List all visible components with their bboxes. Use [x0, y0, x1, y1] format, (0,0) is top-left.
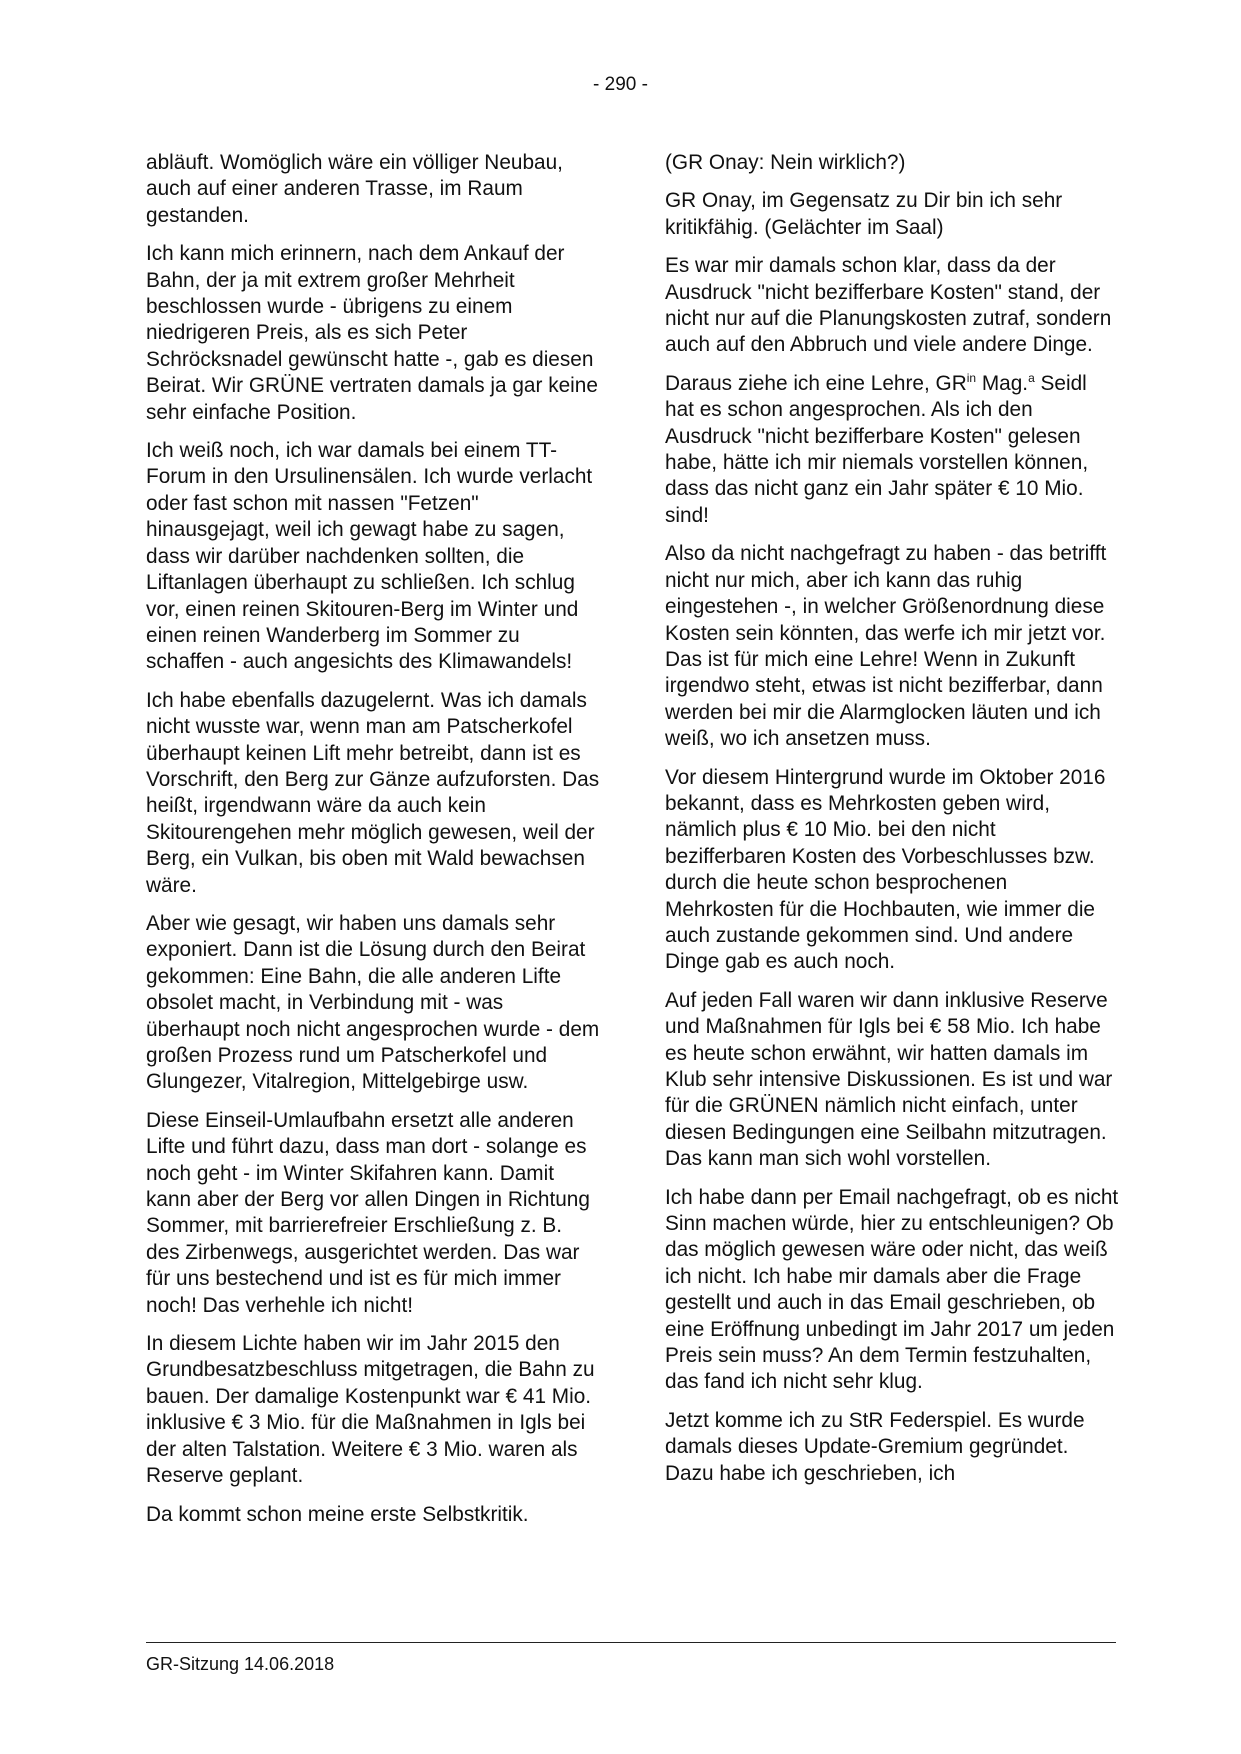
footer-text: GR-Sitzung 14.06.2018: [146, 1654, 335, 1674]
text-run: Daraus ziehe ich eine Lehre, GR: [665, 371, 967, 395]
paragraph: GR Onay, im Gegensatz zu Dir bin ich sehr kritikfähig. (Gelächter im Saal): [665, 189, 1063, 239]
footer-divider: [146, 1642, 1116, 1643]
paragraph: Diese Einseil-Umlaufbahn ersetzt alle anderen Lifte und führt dazu, dass man dort - solange es noch geht - im Winter Skifahren kann. Damit kann aber der Berg vor allen Dingen in Richtung Sommer, mit barrierefreier Erschließung z. B. des Zirbenwegs, ausgerichtet werden. Das war für uns bestechend und ist es für mich immer noch! Das verhehle ich nicht!: [146, 1108, 590, 1317]
paragraph: [665, 371, 1120, 529]
superscript: in: [966, 370, 977, 385]
paragraph: Also da nicht nachgefragt zu haben - das betrifft nicht nur mich, aber ich kann das ruhig eingestehen -, in welcher Größenordnung diese Kosten sein könnten, das werfe ich mir jetzt vor. Das ist für mich eine Lehre! Wenn in Zukunft irgendwo steht, etwas ist nicht bezifferbar, dann werden bei mir die Alarmglocken läuten und ich weiß, wo ich ansetzen muss.: [665, 542, 1107, 751]
superscript: a: [1028, 370, 1035, 385]
paragraph: Auf jeden Fall waren wir dann inklusive Reserve und Maßnahmen für Igls bei € 58 Mio. Ich habe es heute schon erwähnt, wir hatten damals im Klub sehr intensive Diskussionen. Es ist und war für die GRÜNEN nämlich nicht einfach, unter diesen Bedingungen eine Seilbahn mitzutragen. Das kann man sich wohl vorstellen.: [665, 988, 1113, 1171]
paragraph: (GR Onay: Nein wirklich?): [665, 151, 906, 174]
paragraph: In diesem Lichte haben wir im Jahr 2015 den Grundbesatzbeschluss mitgetragen, die Bahn zu bauen. Der damalige Kostenpunkt war € 41 Mio. inklusive € 3 Mio. für die Maßnahmen in Igls bei der alten Talstation. Weitere € 3 Mio. waren als Reserve geplant.: [146, 1332, 595, 1488]
paragraph: Da kommt schon meine erste Selbstkritik.: [146, 1502, 529, 1526]
paragraph: abläuft. Womöglich wäre ein völliger Neubau, auch auf einer anderen Trasse, im Raum gestanden.: [146, 151, 563, 227]
text-run: Mag.: [976, 371, 1029, 395]
paragraph: Aber wie gesagt, wir haben uns damals sehr exponiert. Dann ist die Lösung durch den Beirat gekommen: Eine Bahn, die alle anderen Lifte obsolet macht, in Verbindung mit - was überhaupt noch nicht angesprochen wurde - dem großen Prozess rund um Patscherkofel und Glungezer, Vitalregion, Mittelgebirge usw.: [146, 911, 600, 1094]
page-number: - 290 -: [593, 74, 648, 95]
paragraph: Ich habe dann per Email nachgefragt, ob es nicht Sinn machen würde, hier zu entschleunigen? Ob das möglich gewesen wäre oder nicht, das weiß ich nicht. Ich habe mir damals aber die Frage gestellt und auch in das Email geschrieben, ob eine Eröffnung unbedingt im Jahr 2017 um jeden Preis sein muss? An dem Termin festzuhalten, das fand ich nicht sehr klug.: [665, 1185, 1119, 1394]
left-column: [146, 150, 601, 1540]
paragraph: Ich kann mich erinnern, nach dem Ankauf der Bahn, der ja mit extrem großer Mehrheit beschlossen wurde - übrigens zu einem niedrigeren Preis, als es sich Peter Schröcksnadel gewünscht hatte -, gab es diesen Beirat. Wir GRÜNE vertraten damals ja gar keine sehr einfache Position.: [146, 242, 598, 424]
paragraph: Es war mir damals schon klar, dass da der Ausdruck "nicht bezifferbare Kosten" stand, der nicht nur auf die Planungskosten zutraf, sondern auch auf den Abbruch und viele andere Dinge.: [665, 254, 1112, 357]
paragraph: Vor diesem Hintergrund wurde im Oktober 2016 bekannt, dass es Mehrkosten geben wird, nämlich plus € 10 Mio. bei den nicht bezifferbaren Kosten des Vorbeschlusses bzw. durch die heute schon besprochenen Mehrkosten für die Hochbauten, wie immer die auch zustande gekommen sind. Und andere Dinge gab es auch noch.: [665, 765, 1106, 974]
paragraph: Ich weiß noch, ich war damals bei einem TT-Forum in den Ursulinensälen. Ich wurde verlacht oder fast schon mit nassen "Fetzen" hinausgejagt, weil ich gewagt habe zu sagen, dass wir darüber nachdenken sollten, die Liftanlagen überhaupt zu schließen. Ich schlug vor, einen reinen Skitouren-Berg im Winter und einen reinen Wanderberg im Sommer zu schaffen - auch angesichts des Klimawandels!: [146, 439, 593, 674]
paragraph: Ich habe ebenfalls dazugelernt. Was ich damals nicht wusste war, wenn man am Patscherkofel überhaupt keinen Lift mehr betreibt, dann ist es Vorschrift, den Berg zur Gänze aufzuforsten. Das heißt, irgendwann wäre da auch kein Skitourengehen mehr möglich gewesen, weil der Berg, ein Vulkan, bis oben mit Wald bewachsen wäre.: [146, 688, 600, 897]
right-column: [665, 150, 1120, 1499]
paragraph: Jetzt komme ich zu StR Federspiel. Es wurde damals dieses Update-Gremium gegründet. Dazu habe ich geschrieben, ich: [665, 1408, 1085, 1485]
text-run: Seidl hat es schon angesprochen. Als ich den Ausdruck "nicht bezifferbare Kosten" gelesen habe, hätte ich mir niemals vorstellen können, dass das nicht ganz ein Jahr später € 10 Mio. sind!: [665, 371, 1089, 527]
